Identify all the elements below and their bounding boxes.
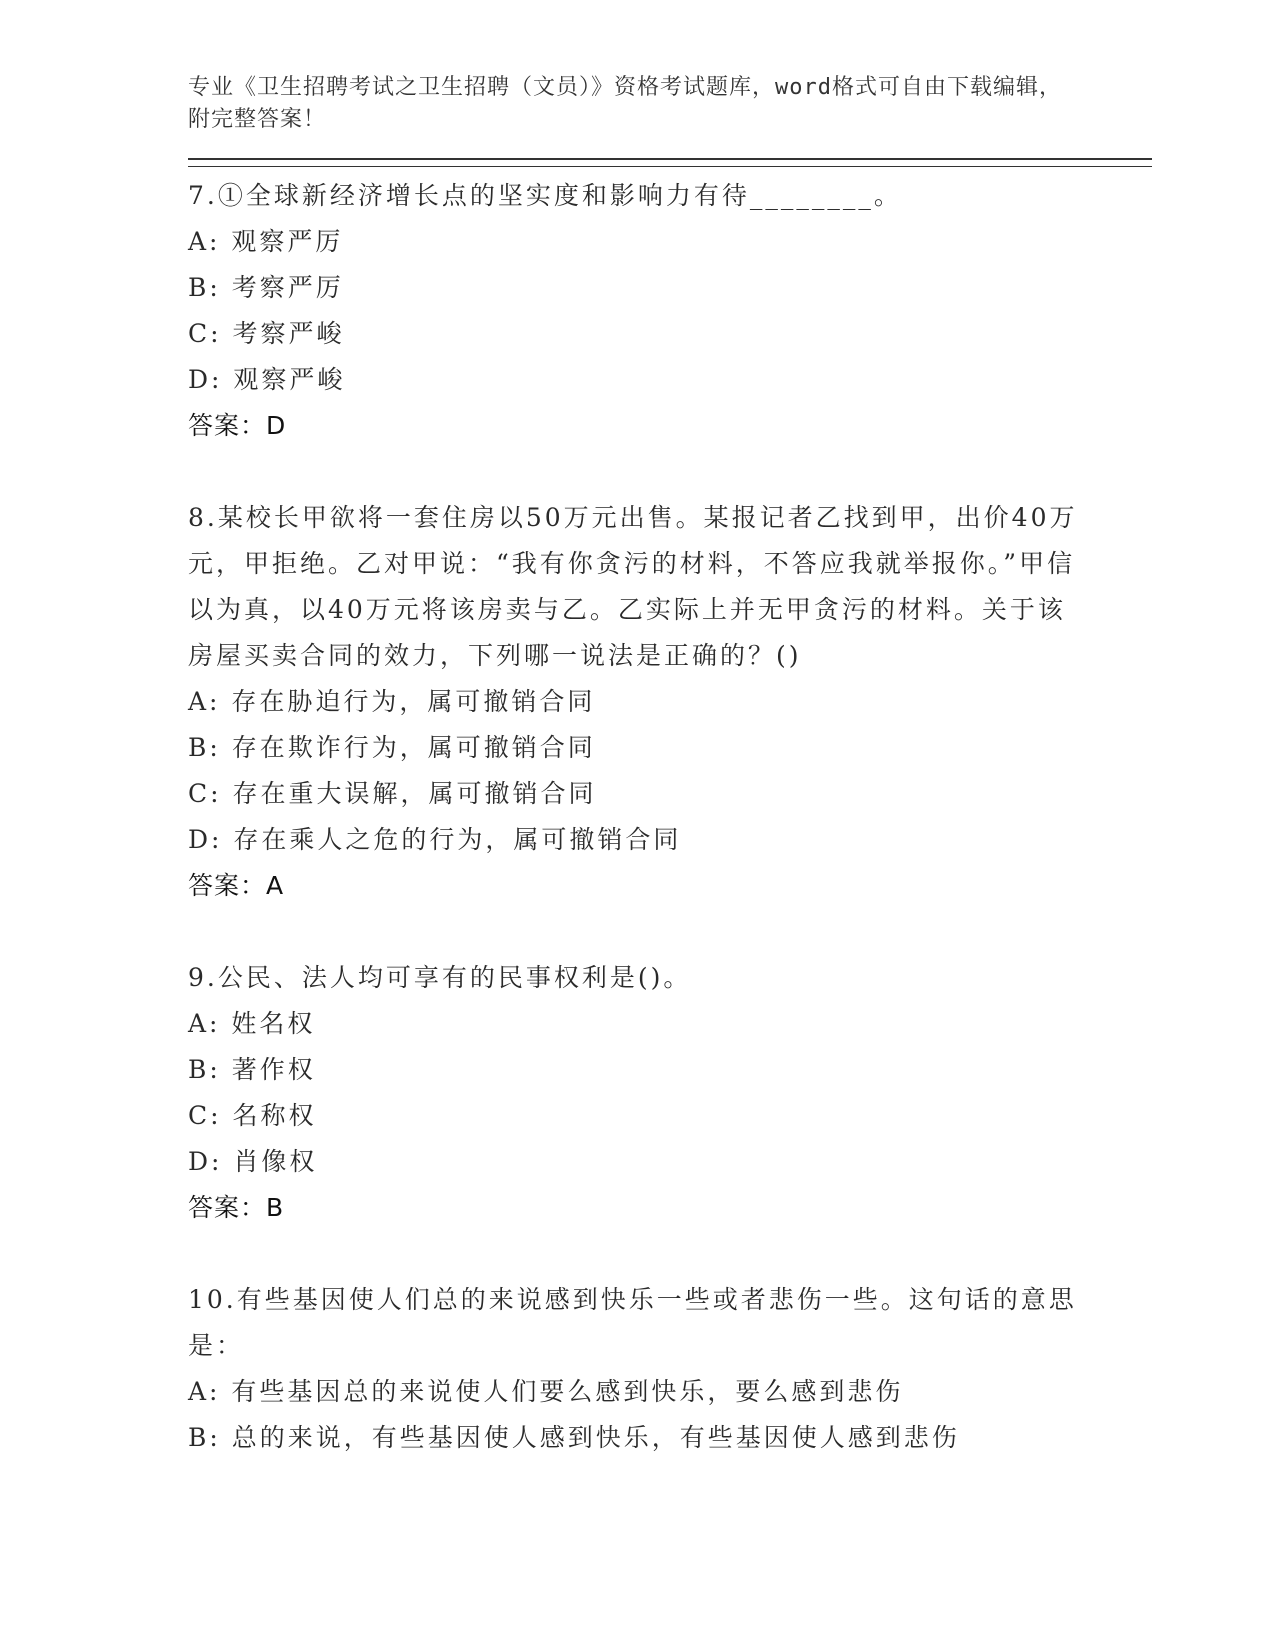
- document-header: 专业《卫生招聘考试之卫生招聘（文员）》资格考试题库，word格式可自由下载编辑，附完整答案！: [188, 75, 1062, 132]
- question-gap: [188, 449, 1148, 495]
- question-gap: [188, 1231, 1148, 1277]
- option-c: C: 考察严峻: [188, 319, 345, 348]
- option-d: D: 存在乘人之危的行为，属可撤销合同: [188, 825, 682, 854]
- header-divider: [188, 158, 1152, 167]
- question-list: [188, 173, 1148, 1461]
- question-stem: 9.公民、法人均可享有的民事权利是()。: [188, 963, 692, 992]
- option-a: A: 姓名权: [188, 1009, 316, 1038]
- answer: 答案：D: [188, 411, 287, 440]
- question-10: [188, 1277, 1148, 1461]
- option-c: C: 存在重大误解，属可撤销合同: [188, 779, 597, 808]
- question-stem: 10.有些基因使人们总的来说感到快乐一些或者悲伤一些。这句话的意思是：: [188, 1285, 1077, 1360]
- option-a: A: 观察严厉: [188, 227, 344, 256]
- option-c: C: 名称权: [188, 1101, 317, 1130]
- option-a: A: 存在胁迫行为，属可撤销合同: [188, 687, 596, 716]
- question-9: [188, 955, 1148, 1231]
- option-a: A: 有些基因总的来说使人们要么感到快乐，要么感到悲伤: [188, 1377, 904, 1406]
- option-b: B: 总的来说，有些基因使人感到快乐，有些基因使人感到悲伤: [188, 1423, 960, 1452]
- question-8: [188, 495, 1148, 909]
- question-stem: 7.①全球新经济增长点的坚实度和影响力有待________。: [188, 181, 902, 210]
- question-gap: [188, 909, 1148, 955]
- option-d: D: 观察严峻: [188, 365, 346, 394]
- document-page: [188, 72, 1148, 1461]
- option-b: B: 存在欺诈行为，属可撤销合同: [188, 733, 596, 762]
- answer: 答案：A: [188, 871, 285, 900]
- answer: 答案：B: [188, 1193, 285, 1222]
- option-b: B: 考察严厉: [188, 273, 344, 302]
- option-b: B: 著作权: [188, 1055, 316, 1084]
- question-7: [188, 173, 1148, 449]
- option-d: D: 肖像权: [188, 1147, 318, 1176]
- question-stem: 8.某校长甲欲将一套住房以50万元出售。某报记者乙找到甲，出价40万元，甲拒绝。乙对甲说：“我有你贪污的材料，不答应我就举报你。”甲信以为真，以40万元将该房卖与乙。乙实际上并无甲贪污的材料。关于该房屋买卖合同的效力，下列哪一说法是正确的？(): [188, 503, 1078, 670]
